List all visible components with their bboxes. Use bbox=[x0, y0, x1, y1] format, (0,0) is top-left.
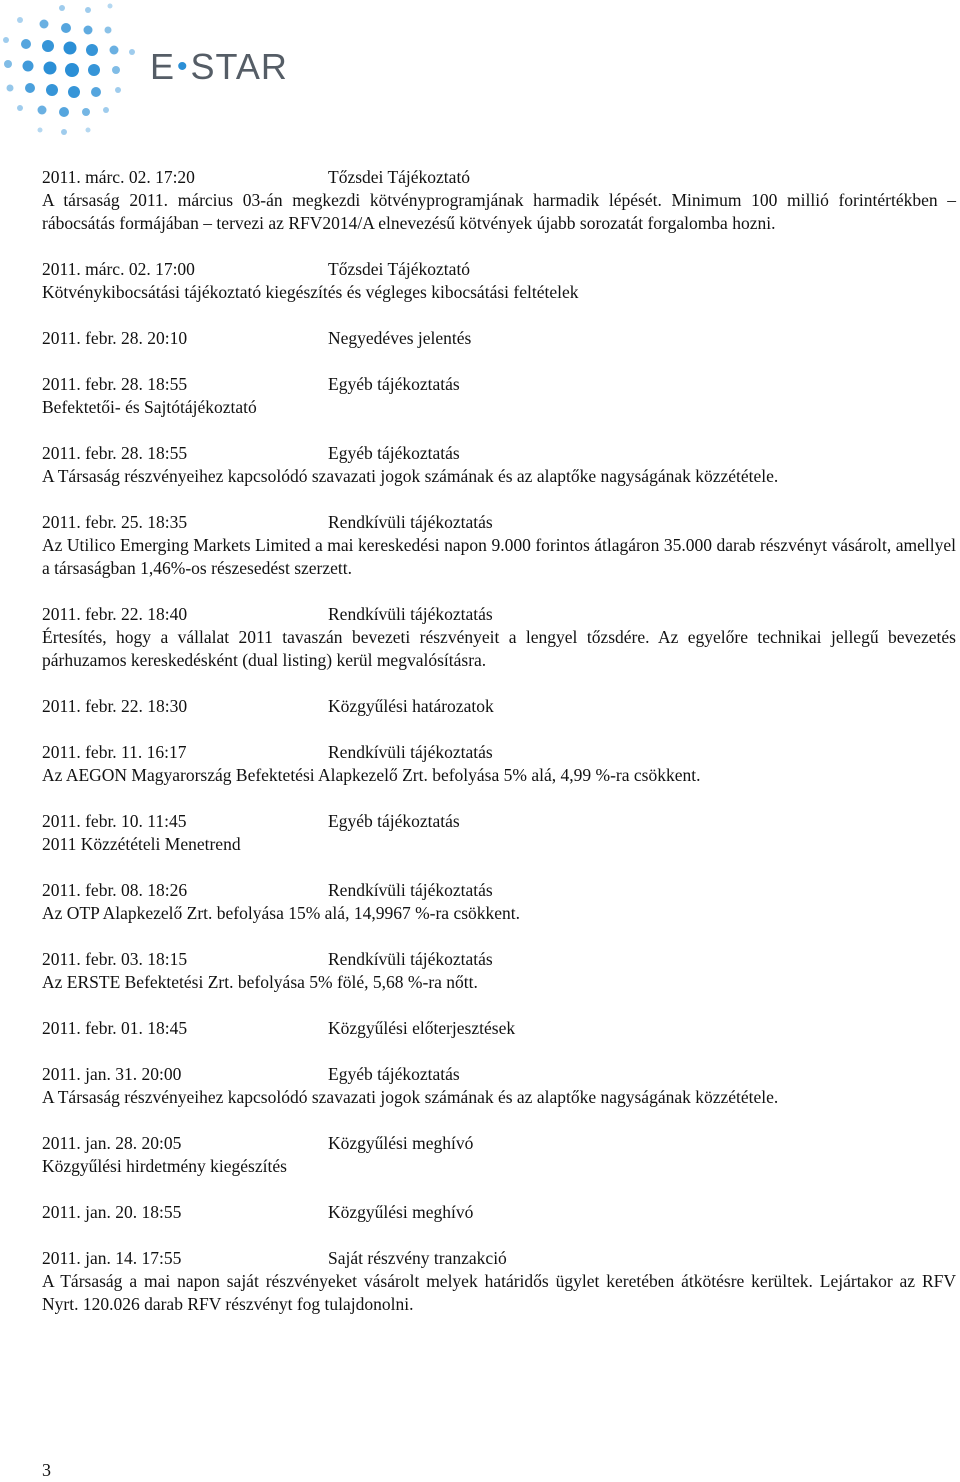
announcement-header bbox=[42, 1132, 956, 1155]
announcement-text: Az OTP Alapkezelő Zrt. befolyása 15% alá, 14,9967 %-ra csökkent. bbox=[42, 903, 521, 923]
announcement-type: Tőzsdei Tájékoztató bbox=[328, 167, 471, 187]
announcement-type: Rendkívüli tájékoztatás bbox=[328, 880, 493, 900]
announcement-header bbox=[42, 879, 956, 902]
announcement-type: Rendkívüli tájékoztatás bbox=[328, 512, 493, 532]
announcement-entry bbox=[42, 442, 956, 488]
announcement-entry bbox=[42, 166, 956, 235]
announcement-type: Rendkívüli tájékoztatás bbox=[328, 949, 493, 969]
announcement-header bbox=[42, 1247, 956, 1270]
announcement-entry bbox=[42, 603, 956, 672]
announcement-date: 2011. márc. 02. 17:00 bbox=[42, 259, 195, 279]
announcement-header bbox=[42, 1201, 956, 1224]
announcement-date: 2011. jan. 28. 20:05 bbox=[42, 1133, 182, 1153]
announcement-list bbox=[42, 166, 956, 1339]
announcement-type: Egyéb tájékoztatás bbox=[328, 374, 460, 394]
announcement-date: 2011. márc. 02. 17:20 bbox=[42, 167, 195, 187]
announcement-entry bbox=[42, 879, 956, 925]
announcement-entry bbox=[42, 258, 956, 304]
announcement-date: 2011. febr. 28. 20:10 bbox=[42, 328, 188, 348]
announcement-date: 2011. febr. 10. 11:45 bbox=[42, 811, 187, 831]
announcement-text: Az Utilico Emerging Markets Limited a mai kereskedési napon 9.000 forintos átlagáron 35.000 darab részvényt vásárolt, amellyel a társaságban 1,46%-os részesedést szerzett. bbox=[42, 535, 956, 578]
announcement-entry bbox=[42, 695, 956, 718]
announcement-header bbox=[42, 1017, 956, 1040]
announcement-date: 2011. febr. 28. 18:55 bbox=[42, 443, 188, 463]
announcement-text: A Társaság részvényeihez kapcsolódó szavazati jogok számának és az alaptőke nagyságának közzététele. bbox=[42, 466, 779, 486]
logo-text-e: E bbox=[150, 46, 176, 87]
announcement-type: Tőzsdei Tájékoztató bbox=[328, 259, 471, 279]
announcement-header bbox=[42, 258, 956, 281]
announcement-text: A Társaság a mai napon saját részvényeket vásárolt melyek határidős ügylet keretében átkötésre kerültek. Lejártakor az RFV Nyrt. 120.026 darab RFV részvényt fog tulajdonolni. bbox=[42, 1271, 956, 1314]
announcement-header bbox=[42, 695, 956, 718]
announcement-header bbox=[42, 1063, 956, 1086]
announcement-header bbox=[42, 810, 956, 833]
logo-wordmark bbox=[150, 46, 288, 88]
announcement-date: 2011. febr. 25. 18:35 bbox=[42, 512, 188, 532]
announcement-type: Saját részvény tranzakció bbox=[328, 1248, 507, 1268]
announcement-date: 2011. febr. 28. 18:55 bbox=[42, 374, 188, 394]
announcement-date: 2011. jan. 31. 20:00 bbox=[42, 1064, 182, 1084]
announcement-entry bbox=[42, 810, 956, 856]
announcement-date: 2011. jan. 20. 18:55 bbox=[42, 1202, 182, 1222]
announcement-type: Rendkívüli tájékoztatás bbox=[328, 742, 493, 762]
announcement-text: A Társaság részvényeihez kapcsolódó szavazati jogok számának és az alaptőke nagyságának közzététele. bbox=[42, 1087, 779, 1107]
announcement-text: Kötvénykibocsátási tájékoztató kiegészítés és végleges kibocsátási feltételek bbox=[42, 282, 579, 302]
announcement-entry bbox=[42, 741, 956, 787]
announcement-date: 2011. febr. 08. 18:26 bbox=[42, 880, 188, 900]
logo-separator-dot: • bbox=[177, 50, 189, 83]
announcement-header bbox=[42, 741, 956, 764]
announcement-header bbox=[42, 166, 956, 189]
announcement-header bbox=[42, 373, 956, 396]
announcement-date: 2011. jan. 14. 17:55 bbox=[42, 1248, 182, 1268]
announcement-date: 2011. febr. 01. 18:45 bbox=[42, 1018, 188, 1038]
announcement-type: Közgyűlési előterjesztések bbox=[328, 1018, 516, 1038]
page-number: 3 bbox=[42, 1460, 51, 1480]
announcement-type: Közgyűlési meghívó bbox=[328, 1202, 474, 1222]
announcement-entry bbox=[42, 1247, 956, 1316]
announcement-date: 2011. febr. 22. 18:40 bbox=[42, 604, 188, 624]
announcement-entry bbox=[42, 327, 956, 350]
announcement-type: Közgyűlési határozatok bbox=[328, 696, 494, 716]
announcement-type: Egyéb tájékoztatás bbox=[328, 811, 460, 831]
logo-dots-icon bbox=[0, 0, 150, 140]
announcement-text: Befektetői- és Sajtótájékoztató bbox=[42, 397, 257, 417]
announcement-type: Egyéb tájékoztatás bbox=[328, 443, 460, 463]
announcement-entry bbox=[42, 1063, 956, 1109]
announcement-type: Rendkívüli tájékoztatás bbox=[328, 604, 493, 624]
estar-logo bbox=[0, 0, 300, 140]
announcement-text: Az AEGON Magyarország Befektetési Alapkezelő Zrt. befolyása 5% alá, 4,99 %-ra csökkent. bbox=[42, 765, 701, 785]
announcement-entry bbox=[42, 511, 956, 580]
announcement-header bbox=[42, 948, 956, 971]
announcement-entry bbox=[42, 1201, 956, 1224]
announcement-text: A társaság 2011. március 03-án megkezdi kötvényprogramjának harmadik lépését. Minimum 100 millió forintértékben – rábocsátás formájában – tervezi az RFV2014/A elnevezésű kötvények újabb sorozatát forgalomba hozni. bbox=[42, 190, 956, 233]
announcement-type: Egyéb tájékoztatás bbox=[328, 1064, 460, 1084]
announcement-type: Negyedéves jelentés bbox=[328, 328, 472, 348]
announcement-date: 2011. febr. 11. 16:17 bbox=[42, 742, 187, 762]
announcement-entry bbox=[42, 1132, 956, 1178]
announcement-header bbox=[42, 327, 956, 350]
announcement-header bbox=[42, 442, 956, 465]
announcement-entry bbox=[42, 373, 956, 419]
announcement-text: Értesítés, hogy a vállalat 2011 tavaszán bevezeti részvényeit a lengyel tőzsdére. Az egyelőre technikai jellegű bevezetés párhuzamos kereskedésként (dual listing) kerül megvalósításra. bbox=[42, 627, 956, 670]
announcement-entry bbox=[42, 948, 956, 994]
announcement-date: 2011. febr. 22. 18:30 bbox=[42, 696, 188, 716]
announcement-text: Közgyűlési hirdetmény kiegészítés bbox=[42, 1156, 287, 1176]
announcement-header bbox=[42, 511, 956, 534]
logo-text-star: STAR bbox=[190, 46, 288, 87]
announcement-type: Közgyűlési meghívó bbox=[328, 1133, 474, 1153]
announcement-text: 2011 Közzétételi Menetrend bbox=[42, 834, 241, 854]
announcement-date: 2011. febr. 03. 18:15 bbox=[42, 949, 188, 969]
announcement-entry bbox=[42, 1017, 956, 1040]
announcement-header bbox=[42, 603, 956, 626]
announcement-text: Az ERSTE Befektetési Zrt. befolyása 5% fölé, 5,68 %-ra nőtt. bbox=[42, 972, 478, 992]
